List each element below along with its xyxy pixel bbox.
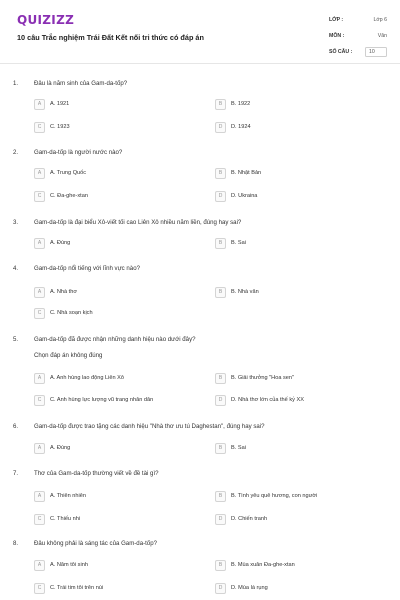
- option-letter-badge: A: [34, 443, 45, 454]
- option-letter-badge: C: [34, 122, 45, 133]
- option-text: C. Trái tim tôi trên núi: [50, 585, 104, 591]
- option-letter-badge: D: [215, 514, 226, 525]
- question-text: Gam-da-tốp là người nước nào?: [34, 149, 123, 156]
- question-text: Đâu là năm sinh của Gam-da-tốp?: [34, 80, 128, 87]
- option-b[interactable]: [215, 167, 261, 179]
- option-c[interactable]: [34, 394, 153, 406]
- option-d[interactable]: [215, 513, 267, 525]
- option-text: A. Nhà thơ: [50, 289, 77, 295]
- question-number: 3.: [13, 219, 19, 226]
- option-text: A. Đúng: [50, 240, 71, 246]
- header-divider: [0, 63, 400, 64]
- option-text: A. Trung Quốc: [50, 170, 87, 176]
- option-a[interactable]: [34, 98, 69, 110]
- option-text: B. Giải thưởng "Hoa sen": [231, 375, 295, 381]
- option-b[interactable]: [215, 98, 250, 110]
- option-letter-badge: A: [34, 491, 45, 502]
- meta-grade-value: Lớp 6: [373, 17, 387, 23]
- meta-grade: [329, 12, 387, 28]
- option-d[interactable]: [215, 190, 257, 202]
- option-a[interactable]: [34, 237, 70, 249]
- option-letter-badge: D: [215, 395, 226, 406]
- option-letter-badge: D: [215, 122, 226, 133]
- option-letter-badge: C: [34, 583, 45, 594]
- question-number: 7.: [13, 470, 19, 477]
- option-a[interactable]: [34, 559, 88, 571]
- meta-subject: [329, 28, 387, 44]
- question-text: Gam-da-tốp nổi tiếng với lĩnh vực nào?: [34, 265, 140, 272]
- option-text: C. 1923: [50, 124, 70, 130]
- option-letter-badge: C: [34, 514, 45, 525]
- option-letter-badge: C: [34, 308, 45, 319]
- option-letter-badge: B: [215, 168, 226, 179]
- option-text: B. Nhật Bản: [231, 170, 262, 176]
- option-letter-badge: B: [215, 287, 226, 298]
- option-text: B. Nhà văn: [231, 289, 259, 295]
- question-number: 6.: [13, 423, 19, 430]
- question-text: Gam-da-tốp được trao tặng các danh hiệu "Nhà thơ ưu tú Daghestan", đúng hay sai?: [34, 423, 265, 430]
- meta-subject-label: MÔN :: [329, 33, 345, 39]
- option-c[interactable]: [34, 513, 80, 525]
- option-b[interactable]: [215, 286, 259, 298]
- option-text: D. Nhà thơ lớn của thế kỷ XX: [231, 397, 304, 403]
- option-text: C. Đa-ghe-xtan: [50, 193, 88, 199]
- option-letter-badge: B: [215, 373, 226, 384]
- option-a[interactable]: [34, 490, 86, 502]
- option-d[interactable]: [215, 582, 268, 594]
- question-text: Gam-da-tốp đã được nhận những danh hiệu nào dưới đây?: [34, 336, 196, 343]
- option-letter-badge: B: [215, 99, 226, 110]
- option-letter-badge: B: [215, 560, 226, 571]
- option-letter-badge: D: [215, 191, 226, 202]
- option-c[interactable]: [34, 582, 103, 594]
- option-d[interactable]: [215, 394, 304, 406]
- meta-count-label: SỐ CÂU :: [329, 49, 353, 55]
- option-c[interactable]: [34, 121, 70, 133]
- page-title: 10 câu Trắc nghiệm Trái Đất Kết nối tri thức có đáp án: [17, 33, 204, 42]
- option-text: A. 1921: [50, 101, 70, 107]
- option-letter-badge: A: [34, 168, 45, 179]
- option-b[interactable]: [215, 237, 246, 249]
- option-text: C. Thiếu nhi: [50, 516, 81, 522]
- option-letter-badge: C: [34, 395, 45, 406]
- option-letter-badge: B: [215, 491, 226, 502]
- question-text: Thơ của Gam-da-tốp thường viết về đề tài gì?: [34, 470, 159, 477]
- question-number: 2.: [13, 149, 19, 156]
- option-text: B. 1922: [231, 101, 251, 107]
- option-text: D. Mùa lá rụng: [231, 585, 268, 591]
- option-letter-badge: A: [34, 99, 45, 110]
- option-text: D. Chiến tranh: [231, 516, 268, 522]
- meta-panel: [329, 12, 387, 60]
- option-a[interactable]: [34, 442, 70, 454]
- option-a[interactable]: [34, 167, 86, 179]
- meta-count: [329, 44, 387, 60]
- option-c[interactable]: [34, 190, 88, 202]
- option-letter-badge: B: [215, 443, 226, 454]
- option-letter-badge: C: [34, 191, 45, 202]
- option-text: A. Năm tôi sinh: [50, 562, 88, 568]
- meta-grade-label: LỚP :: [329, 17, 344, 23]
- meta-count-value: 10: [365, 47, 387, 57]
- option-c[interactable]: [34, 307, 93, 319]
- option-text: C. Nhà soạn kịch: [50, 310, 93, 316]
- question-text: Gam-da-tốp là đại biểu Xô-viết tối cao Liên Xô nhiều năm liền, đúng hay sai?: [34, 219, 242, 226]
- option-a[interactable]: [34, 372, 124, 384]
- option-text: B. Mùa xuân Đa-ghe-xtan: [231, 562, 295, 568]
- option-text: C. Anh hùng lực lượng vũ trang nhân dân: [50, 397, 154, 403]
- option-b[interactable]: [215, 372, 294, 384]
- option-letter-badge: B: [215, 238, 226, 249]
- option-text: B. Sai: [231, 240, 246, 246]
- question-number: 5.: [13, 336, 19, 343]
- option-letter-badge: A: [34, 373, 45, 384]
- option-letter-badge: A: [34, 287, 45, 298]
- option-text: D. 1924: [231, 124, 251, 130]
- option-letter-badge: A: [34, 560, 45, 571]
- meta-subject-value: Văn: [377, 33, 387, 39]
- option-b[interactable]: [215, 442, 246, 454]
- quizizz-logo: QUIZIZZ: [17, 13, 75, 27]
- option-a[interactable]: [34, 286, 77, 298]
- question-subtext: Chọn đáp án không đúng: [34, 352, 103, 359]
- option-letter-badge: A: [34, 238, 45, 249]
- option-text: B. Sai: [231, 445, 246, 451]
- option-letter-badge: D: [215, 583, 226, 594]
- option-text: B. Tình yêu quê hương, con người: [231, 493, 318, 499]
- option-d[interactable]: [215, 121, 251, 133]
- option-text: A. Đúng: [50, 445, 71, 451]
- option-b[interactable]: [215, 559, 295, 571]
- option-text: D. Ukraina: [231, 193, 258, 199]
- question-number: 8.: [13, 540, 19, 547]
- question-text: Đâu không phải là sáng tác của Gam-da-tốp?: [34, 540, 157, 547]
- option-text: A. Thiên nhiên: [50, 493, 86, 499]
- option-text: A. Anh hùng lao động Liên Xô: [50, 375, 125, 381]
- question-number: 1.: [13, 80, 19, 87]
- option-b[interactable]: [215, 490, 317, 502]
- question-number: 4.: [13, 265, 19, 272]
